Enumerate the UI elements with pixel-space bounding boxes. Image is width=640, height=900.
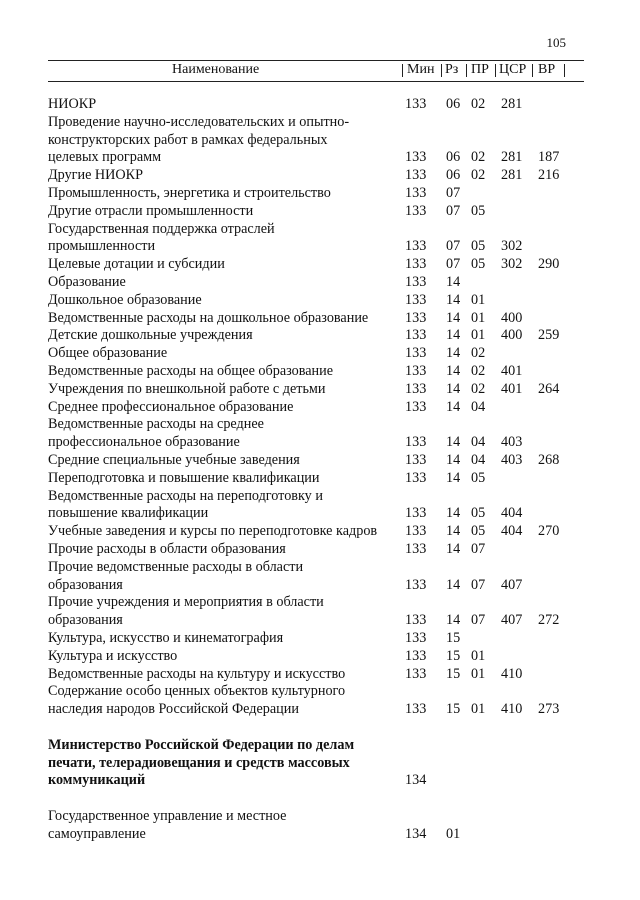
- table-header: [48, 60, 584, 82]
- row-name-line: Ведомственные расходы на среднее: [48, 416, 264, 433]
- row-name-line: Государственное управление и местное: [48, 808, 287, 825]
- table-row: [48, 808, 588, 844]
- pr-code: 05: [471, 469, 486, 486]
- row-name-line: Общее образование: [48, 345, 168, 362]
- vr-code: 273: [538, 701, 560, 718]
- pr-code: 05: [471, 505, 486, 522]
- csr-code: 410: [501, 665, 523, 682]
- table-row: [48, 310, 588, 328]
- header-separator: [402, 64, 403, 77]
- table-row: [48, 185, 588, 203]
- row-name-line: Культура и искусство: [48, 647, 178, 664]
- rz-code: 14: [446, 576, 461, 593]
- min-code: 134: [405, 772, 427, 789]
- row-name: [48, 185, 404, 203]
- header-separator: [441, 64, 442, 77]
- pr-code: 01: [471, 647, 486, 664]
- csr-code: 403: [501, 434, 523, 451]
- row-name: [48, 256, 404, 274]
- row-name: [48, 292, 404, 310]
- csr-code: 404: [501, 523, 523, 540]
- row-name: [48, 488, 404, 524]
- csr-code: 401: [501, 362, 523, 379]
- vr-code: 268: [538, 451, 560, 468]
- min-code: 133: [405, 309, 427, 326]
- rz-code: 14: [446, 451, 461, 468]
- row-spacer: [48, 719, 588, 737]
- rz-code: 15: [446, 647, 461, 664]
- rz-code: 06: [446, 149, 461, 166]
- header-separator: [495, 64, 496, 77]
- table-row: [48, 416, 588, 452]
- csr-code: 407: [501, 576, 523, 593]
- vr-code: 187: [538, 149, 560, 166]
- csr-code: 407: [501, 612, 523, 629]
- row-name: [48, 345, 404, 363]
- row-name: [48, 594, 404, 630]
- rz-code: 07: [446, 256, 461, 273]
- pr-code: 07: [471, 612, 486, 629]
- table-row: [48, 381, 588, 399]
- table-row: [48, 666, 588, 684]
- min-code: 133: [405, 291, 427, 308]
- header-min: Мин: [407, 62, 435, 77]
- row-name-line: образования: [48, 612, 123, 629]
- pr-code: 02: [471, 149, 486, 166]
- table-row: [48, 452, 588, 470]
- table-row: [48, 630, 588, 648]
- min-code: 133: [405, 380, 427, 397]
- vr-code: 272: [538, 612, 560, 629]
- min-code: 133: [405, 362, 427, 379]
- table-row: [48, 594, 588, 630]
- table-row: [48, 96, 588, 114]
- header-separator: [564, 64, 565, 77]
- vr-code: 259: [538, 327, 560, 344]
- rz-code: 14: [446, 273, 461, 290]
- pr-code: 04: [471, 451, 486, 468]
- min-code: 133: [405, 647, 427, 664]
- rz-code: 14: [446, 505, 461, 522]
- page-number: 105: [546, 35, 566, 50]
- pr-code: 07: [471, 540, 486, 557]
- pr-code: 01: [471, 327, 486, 344]
- row-name-line: наследия народов Российской Федерации: [48, 701, 299, 718]
- csr-code: 404: [501, 505, 523, 522]
- min-code: 133: [405, 540, 427, 557]
- csr-code: 400: [501, 309, 523, 326]
- row-spacer: [48, 790, 588, 808]
- row-name: [48, 203, 404, 221]
- vr-code: 290: [538, 256, 560, 273]
- min-code: 133: [405, 701, 427, 718]
- row-name-line: Целевые дотации и субсидии: [48, 256, 225, 273]
- rz-code: 14: [446, 345, 461, 362]
- rz-code: 14: [446, 309, 461, 326]
- min-code: 133: [405, 434, 427, 451]
- row-name-line: Детские дошкольные учреждения: [48, 327, 253, 344]
- vr-code: 264: [538, 380, 560, 397]
- row-name-line: конструкторских работ в рамках федеральных: [48, 131, 328, 148]
- row-name: [48, 327, 404, 345]
- table-row: [48, 488, 588, 524]
- pr-code: 04: [471, 434, 486, 451]
- row-name-line: Переподготовка и повышение квалификации: [48, 469, 320, 486]
- min-code: 133: [405, 665, 427, 682]
- table-row: [48, 399, 588, 417]
- row-name-line: Ведомственные расходы на переподготовку и: [48, 487, 323, 504]
- csr-code: 400: [501, 327, 523, 344]
- pr-code: 05: [471, 238, 486, 255]
- table-row: [48, 203, 588, 221]
- row-name-line: промышленности: [48, 238, 156, 255]
- budget-table: [48, 96, 588, 844]
- rz-code: 07: [446, 202, 461, 219]
- row-name: [48, 96, 404, 114]
- table-row: [48, 523, 588, 541]
- rz-code: 14: [446, 540, 461, 557]
- row-name: [48, 381, 404, 399]
- pr-code: 07: [471, 576, 486, 593]
- row-name: [48, 808, 404, 844]
- vr-code: 216: [538, 167, 560, 184]
- row-name: [48, 630, 404, 648]
- ministry-heading-row: [48, 737, 588, 790]
- rz-code: 06: [446, 96, 461, 112]
- row-name-line: НИОКР: [48, 96, 97, 112]
- table-row: [48, 256, 588, 274]
- csr-code: 302: [501, 238, 523, 255]
- pr-code: 02: [471, 96, 486, 112]
- rz-code: 15: [446, 629, 461, 646]
- row-name-line: Содержание особо ценных объектов культурного: [48, 683, 346, 700]
- min-code: 133: [405, 167, 427, 184]
- row-name-line: коммуникаций: [48, 772, 146, 789]
- min-code: 133: [405, 576, 427, 593]
- row-name: [48, 363, 404, 381]
- row-name: [48, 683, 404, 719]
- row-name: [48, 221, 404, 257]
- row-name: [48, 559, 404, 595]
- rz-code: 15: [446, 665, 461, 682]
- header-rz: Рз: [445, 62, 459, 77]
- row-name-line: Проведение научно-исследовательских и опытно-: [48, 113, 350, 130]
- csr-code: 401: [501, 380, 523, 397]
- csr-code: 281: [501, 167, 523, 184]
- row-name-line: Культура, искусство и кинематография: [48, 629, 284, 646]
- table-row: [48, 345, 588, 363]
- min-code: 133: [405, 256, 427, 273]
- table-row: [48, 683, 588, 719]
- row-name: [48, 666, 404, 684]
- rz-code: 07: [446, 238, 461, 255]
- header-separator: [466, 64, 467, 77]
- min-code: 133: [405, 469, 427, 486]
- row-name-line: печати, телерадиовещания и средств массовых: [48, 754, 350, 771]
- min-code: 133: [405, 327, 427, 344]
- csr-code: 281: [501, 149, 523, 166]
- vr-code: 270: [538, 523, 560, 540]
- header-name: Наименование: [172, 62, 260, 77]
- row-name-line: Прочие расходы в области образования: [48, 540, 286, 557]
- row-name-line: Другие отрасли промышленности: [48, 202, 254, 219]
- row-name-line: Дошкольное образование: [48, 291, 202, 308]
- min-code: 133: [405, 96, 427, 112]
- pr-code: 05: [471, 202, 486, 219]
- rz-code: 14: [446, 523, 461, 540]
- row-name: [48, 274, 404, 292]
- pr-code: 02: [471, 167, 486, 184]
- table-row: [48, 274, 588, 292]
- rz-code: 14: [446, 362, 461, 379]
- rz-code: 06: [446, 167, 461, 184]
- csr-code: 403: [501, 451, 523, 468]
- table-row: [48, 114, 588, 167]
- row-name-line: Образование: [48, 273, 126, 290]
- csr-code: 281: [501, 96, 523, 112]
- min-code: 133: [405, 629, 427, 646]
- rz-code: 07: [446, 184, 461, 201]
- row-name: [48, 167, 404, 185]
- rz-code: 14: [446, 398, 461, 415]
- row-name-line: повышение квалификации: [48, 505, 209, 522]
- row-name: [48, 114, 404, 167]
- row-name-line: Среднее профессиональное образование: [48, 398, 294, 415]
- table-row: [48, 221, 588, 257]
- row-name: [48, 416, 404, 452]
- min-code: 133: [405, 523, 427, 540]
- table-row: [48, 327, 588, 345]
- row-name: [48, 452, 404, 470]
- csr-code: 410: [501, 701, 523, 718]
- min-code: 134: [405, 826, 427, 843]
- rz-code: 14: [446, 434, 461, 451]
- row-name: [48, 648, 404, 666]
- pr-code: 01: [471, 309, 486, 326]
- row-name-line: Другие НИОКР: [48, 167, 144, 184]
- rz-code: 15: [446, 701, 461, 718]
- table-row: [48, 648, 588, 666]
- pr-code: 02: [471, 345, 486, 362]
- pr-code: 04: [471, 398, 486, 415]
- row-name-line: Прочие учреждения и мероприятия в области: [48, 594, 324, 611]
- table-row: [48, 363, 588, 381]
- row-name: [48, 399, 404, 417]
- row-name-line: профессиональное образование: [48, 434, 240, 451]
- min-code: 133: [405, 451, 427, 468]
- row-name-line: целевых программ: [48, 149, 162, 166]
- table-row: [48, 167, 588, 185]
- header-vr: ВР: [538, 62, 556, 77]
- pr-code: 05: [471, 256, 486, 273]
- rz-code: 14: [446, 327, 461, 344]
- rz-code: 14: [446, 291, 461, 308]
- header-pr: ПР: [471, 62, 489, 77]
- rz-code: 14: [446, 380, 461, 397]
- row-name-line: Ведомственные расходы на общее образование: [48, 362, 334, 379]
- row-name: [48, 523, 404, 541]
- row-name: [48, 470, 404, 488]
- min-code: 133: [405, 202, 427, 219]
- row-name: [48, 310, 404, 328]
- csr-code: 302: [501, 256, 523, 273]
- rz-code: 14: [446, 469, 461, 486]
- pr-code: 05: [471, 523, 486, 540]
- min-code: 133: [405, 184, 427, 201]
- table-row: [48, 541, 588, 559]
- min-code: 133: [405, 505, 427, 522]
- table-row: [48, 559, 588, 595]
- row-name-line: Министерство Российской Федерации по делам: [48, 736, 355, 753]
- pr-code: 01: [471, 701, 486, 718]
- row-name-line: Государственная поддержка отраслей: [48, 220, 275, 237]
- min-code: 133: [405, 612, 427, 629]
- pr-code: 01: [471, 665, 486, 682]
- row-name-line: Промышленность, энергетика и строительство: [48, 184, 331, 201]
- header-csr: ЦСР: [499, 62, 527, 77]
- table-row: [48, 470, 588, 488]
- pr-code: 02: [471, 362, 486, 379]
- row-name-line: Ведомственные расходы на дошкольное образование: [48, 309, 369, 326]
- min-code: 133: [405, 398, 427, 415]
- row-name-line: Ведомственные расходы на культуру и искусство: [48, 665, 346, 682]
- rz-code: 01: [446, 826, 461, 843]
- row-name-line: Прочие ведомственные расходы в области: [48, 558, 304, 575]
- row-name-line: образования: [48, 576, 123, 593]
- row-name: [48, 541, 404, 559]
- row-name-line: самоуправление: [48, 826, 146, 843]
- min-code: 133: [405, 149, 427, 166]
- header-separator: [532, 64, 533, 77]
- rz-code: 14: [446, 612, 461, 629]
- min-code: 133: [405, 273, 427, 290]
- min-code: 133: [405, 238, 427, 255]
- row-name-line: Средние специальные учебные заведения: [48, 451, 300, 468]
- table-row: [48, 292, 588, 310]
- pr-code: 01: [471, 291, 486, 308]
- pr-code: 02: [471, 380, 486, 397]
- row-name: [48, 737, 404, 790]
- min-code: 133: [405, 345, 427, 362]
- row-name-line: Учебные заведения и курсы по переподготовке кадров: [48, 523, 378, 540]
- row-name-line: Учреждения по внешкольной работе с детьми: [48, 380, 326, 397]
